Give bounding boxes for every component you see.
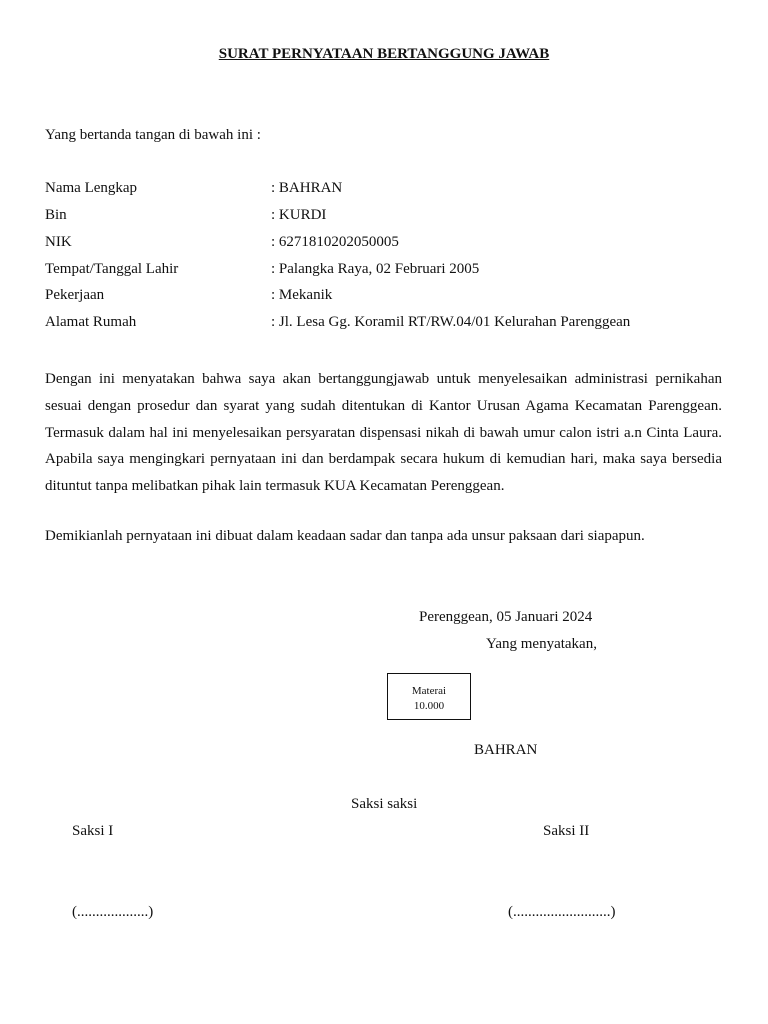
signer-name: BAHRAN: [474, 742, 538, 758]
field-label: Alamat Rumah: [45, 314, 137, 330]
field-value: : KURDI: [271, 207, 327, 223]
field-row-name: [45, 180, 725, 202]
document-title: SURAT PERNYATAAN BERTANGGUNG JAWAB: [218, 46, 550, 62]
field-row-address: [45, 314, 725, 336]
intro-text: Yang bertanda tangan di bawah ini :: [45, 127, 261, 143]
witness-1-label: Saksi I: [72, 823, 114, 839]
field-value: : 6271810202050005: [271, 234, 399, 250]
witness-2-signature-line: (..........................): [508, 904, 616, 920]
closing-text: Demikianlah pernyataan ini dibuat dalam keadaan sadar dan tanpa ada unsur paksaan dari siapapun.: [45, 528, 645, 544]
field-row-occupation: [45, 287, 725, 309]
statement-paragraph: Dengan ini menyatakan bahwa saya akan bertanggungjawab untuk menyelesaikan administrasi pernikahan sesuai dengan prosedur dan syarat yang sudah ditentukan di Kantor Urusan Agama Kecamatan Parenggean. Termasuk dalam hal ini menyelesaikan persyaratan dispensasi nikah di bawah umur calon istri a.n Cinta Laura. Apabila saya mengingkari pernyataan ini dan berdampak secara hukum di kemudian hari, maka saya bersedia dituntut tanpa melibatkan pihak lain termasuk KUA Kecamatan Perenggean.: [45, 371, 722, 495]
stamp-label: Materai: [411, 685, 447, 697]
field-row-bin: [45, 207, 725, 229]
stamp-value: 10.000: [413, 700, 445, 712]
field-label: NIK: [45, 234, 72, 250]
field-value: : Jl. Lesa Gg. Koramil RT/RW.04/01 Kelurahan Parenggean: [271, 314, 631, 330]
stamp-box: [387, 673, 471, 720]
field-value: : Palangka Raya, 02 Februari 2005: [271, 261, 480, 277]
field-label: Bin: [45, 207, 67, 223]
field-row-nik: [45, 234, 725, 256]
field-value: : Mekanik: [271, 287, 333, 303]
field-label: Pekerjaan: [45, 287, 105, 303]
field-row-birth: [45, 261, 725, 283]
field-value: : BAHRAN: [271, 180, 343, 196]
witness-2-label: Saksi II: [543, 823, 590, 839]
field-label: Nama Lengkap: [45, 180, 138, 196]
witness-1-signature-line: (...................): [72, 904, 154, 920]
field-label: Tempat/Tanggal Lahir: [45, 261, 179, 277]
place-date: Perenggean, 05 Januari 2024: [419, 609, 593, 625]
witnesses-title: Saksi saksi: [351, 796, 418, 812]
stated-by: Yang menyatakan,: [486, 636, 597, 652]
